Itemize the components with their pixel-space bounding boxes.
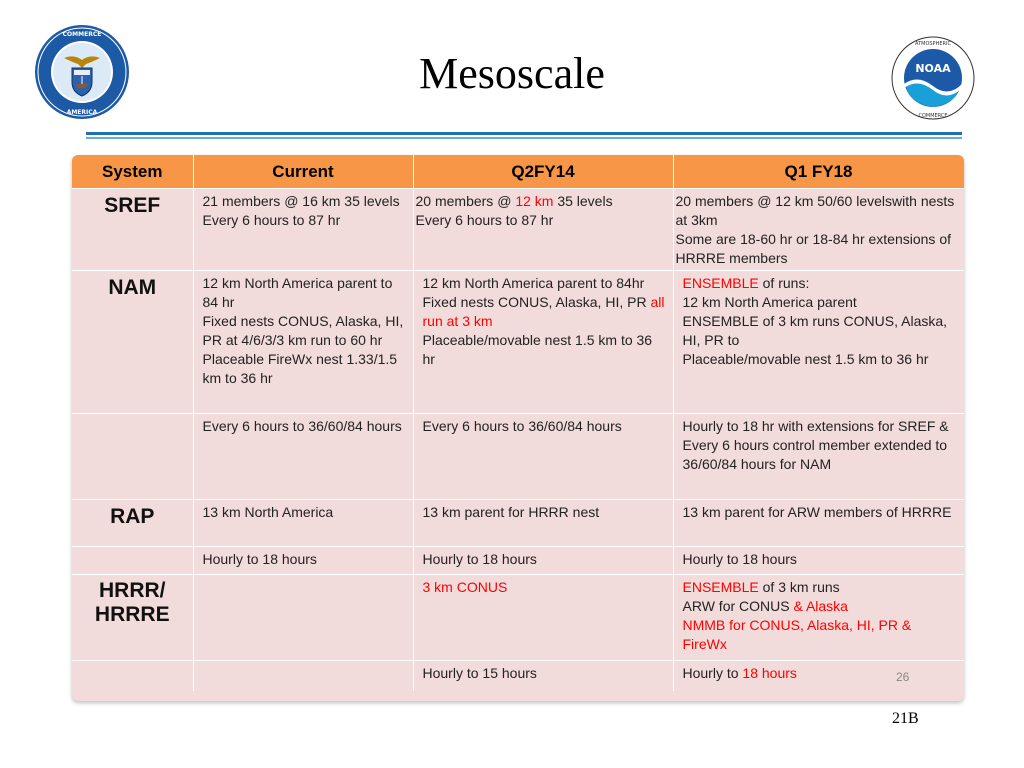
inner-page-number: 26 (896, 670, 910, 684)
mesoscale-comparison-table (72, 155, 964, 691)
cell-line: 13 km parent for HRRR nest (422, 504, 600, 520)
cell-line: ENSEMBLE of 3 km runs (682, 579, 840, 595)
q1fy18-cell (673, 500, 964, 547)
svg-text:NOAA: NOAA (915, 62, 951, 75)
q2fy14-cell (413, 547, 673, 575)
header-current: Current (193, 155, 413, 189)
svg-text:COMMERCE: COMMERCE (918, 113, 948, 119)
header-q1fy18: Q1 FY18 (673, 155, 964, 189)
cell-line: ENSEMBLE of 3 km runs CONUS, Alaska, HI, PR to (682, 313, 948, 348)
header-system: System (72, 155, 193, 189)
svg-text:AMERICA: AMERICA (66, 109, 98, 116)
q1fy18-cell (673, 661, 964, 691)
header-q2fy14: Q2FY14 (413, 155, 673, 189)
q1fy18-cell (673, 414, 964, 500)
cell-line: Placeable/movable nest 1.5 km to 36 hr (682, 351, 929, 367)
system-cell (72, 661, 193, 691)
cell-line: ARW for CONUS & Alaska (682, 598, 848, 614)
q2fy14-cell (413, 271, 673, 414)
current-cell (193, 271, 413, 414)
cell-line: Every 6 hours to 36/60/84 hours (422, 418, 622, 434)
comparison-table-container (72, 155, 964, 701)
cell-line: NMMB for CONUS, Alaska, HI, PR & FireWx (682, 617, 912, 652)
cell-line: 13 km parent for ARW members of HRRRE (682, 504, 952, 520)
cell-line: Hourly to 18 hours (202, 551, 317, 567)
cell-line: Hourly to 18 hr with extensions for SREF & Every 6 hours control member extended to 36/60/84 hours for NAM (682, 418, 949, 472)
system-cell (72, 414, 193, 500)
table-row-hrrr-cycle (72, 661, 964, 691)
current-cell (193, 547, 413, 575)
q2fy14-cell (413, 500, 673, 547)
cell-line: 20 members @ 12 km 50/60 levelswith nests at 3km (675, 193, 955, 228)
current-cell (193, 189, 413, 271)
table-header-row (72, 155, 964, 189)
cell-line: ENSEMBLE of runs: (682, 275, 810, 291)
slide-number: 21B (892, 710, 919, 727)
table-row-hrrr (72, 575, 964, 661)
cell-line: Placeable/movable nest 1.5 km to 36 hr (422, 332, 653, 367)
cell-line: 12 km North America parent to 84hr (422, 275, 645, 291)
cell-line: Some are 18-60 hr or 18-84 hr extensions of HRRRE members (675, 231, 951, 266)
cell-line: Fixed nests CONUS, Alaska, HI, PR all run at 3 km (422, 294, 665, 329)
system-cell (72, 547, 193, 575)
cell-line: Hourly to 15 hours (422, 665, 537, 681)
q2fy14-cell (413, 661, 673, 691)
q2fy14-cell (413, 414, 673, 500)
cell-line: 3 km CONUS (422, 579, 508, 595)
title-rule-light (86, 137, 962, 139)
slide-title: Mesoscale (419, 49, 605, 98)
svg-text:COMMERCE: COMMERCE (62, 31, 102, 38)
q1fy18-cell (673, 547, 964, 575)
current-cell (193, 575, 413, 661)
table-row-nam-cycle (72, 414, 964, 500)
q2fy14-cell (413, 575, 673, 661)
system-cell: RAP (72, 500, 193, 547)
q1fy18-cell (673, 575, 964, 661)
table-row-nam (72, 271, 964, 414)
system-cell: SREF (72, 189, 193, 271)
cell-line: Hourly to 18 hours (422, 551, 537, 567)
current-cell (193, 414, 413, 500)
cell-line: 13 km North America (202, 504, 334, 520)
table-row-sref (72, 189, 964, 271)
system-cell: HRRR/ HRRRE (72, 575, 193, 661)
cell-line: Hourly to 18 hours (682, 551, 797, 567)
current-cell (193, 661, 413, 691)
cell-line: Placeable FireWx nest 1.33/1.5 km to 36 hr (202, 351, 398, 386)
q1fy18-cell (673, 189, 964, 271)
cell-line: 20 members @ 12 km 35 levels (415, 193, 613, 209)
cell-line: Every 6 hours to 87 hr (202, 212, 341, 228)
title-rule-dark (86, 132, 962, 135)
table-row-rap (72, 500, 964, 547)
cell-line: Hourly to 18 hours (682, 665, 797, 681)
q1fy18-cell (673, 271, 964, 414)
system-cell: NAM (72, 271, 193, 414)
cell-line: Every 6 hours to 87 hr (415, 212, 554, 228)
cell-line: Fixed nests CONUS, Alaska, HI, PR at 4/6/3/3 km run to 60 hr (202, 313, 404, 348)
table-row-rap-cycle (72, 547, 964, 575)
q2fy14-cell (413, 189, 673, 271)
cell-line: 21 members @ 16 km 35 levels (202, 193, 400, 209)
cell-line: Every 6 hours to 36/60/84 hours (202, 418, 402, 434)
current-cell (193, 500, 413, 547)
noaa-logo (884, 36, 982, 120)
cell-line: 12 km North America parent (682, 294, 857, 310)
cell-line: 12 km North America parent to 84 hr (202, 275, 393, 310)
svg-text:ATMOSPHERIC: ATMOSPHERIC (915, 41, 951, 47)
